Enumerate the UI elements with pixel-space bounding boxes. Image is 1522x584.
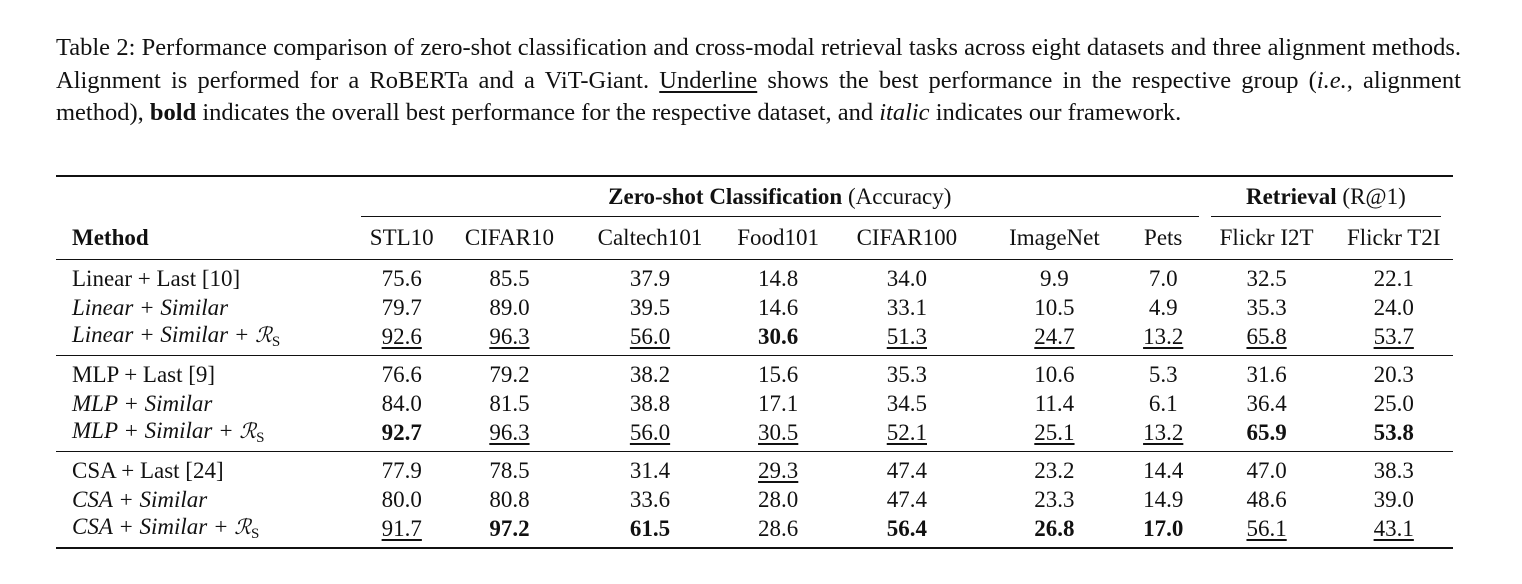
table-body (56, 260, 1453, 549)
value-cell (1199, 485, 1335, 514)
value-text: 38.8 (629, 390, 671, 416)
value-cell (1334, 452, 1453, 486)
method-cell (56, 322, 361, 356)
table-row (56, 322, 1453, 356)
value-text: 7.0 (1148, 265, 1178, 291)
table-row (56, 514, 1453, 548)
regularizer-symbol: ℛ (239, 419, 257, 443)
value-cell (1334, 389, 1453, 418)
value-cell (576, 293, 724, 322)
value-cell (981, 322, 1127, 356)
value-text: 17.1 (758, 390, 799, 416)
value-text: 51.3 (886, 323, 927, 349)
value-cell (833, 485, 982, 514)
value-cell (833, 389, 982, 418)
value-cell (833, 452, 982, 486)
value-text: 30.5 (758, 419, 799, 445)
value-cell (724, 260, 833, 294)
value-text: 92.7 (381, 419, 422, 445)
method-name: Linear + Last [10] (72, 265, 241, 291)
method-cell (56, 356, 361, 390)
value-text: 85.5 (489, 265, 530, 291)
value-text: 56.0 (629, 323, 671, 349)
value-text: 80.8 (489, 486, 530, 512)
value-cell (443, 389, 577, 418)
value-cell (576, 260, 724, 294)
value-cell (1199, 389, 1335, 418)
value-text: 25.1 (1034, 419, 1075, 445)
value-text: 15.6 (758, 361, 799, 387)
column-header-stl10: STL10 (369, 225, 434, 250)
value-cell (833, 260, 982, 294)
value-cell (1199, 514, 1335, 548)
value-cell (833, 322, 982, 356)
value-cell (361, 418, 443, 452)
value-text: 39.5 (629, 294, 671, 320)
value-cell (981, 418, 1127, 452)
value-text: 38.2 (629, 361, 671, 387)
value-cell (1334, 322, 1453, 356)
value-cell (1199, 260, 1335, 294)
value-text: 47.0 (1246, 457, 1287, 483)
value-text: 75.6 (381, 265, 422, 291)
method-cell (56, 389, 361, 418)
value-cell (1128, 260, 1199, 294)
value-text: 38.3 (1373, 457, 1414, 483)
method-cell (56, 452, 361, 486)
value-cell (361, 514, 443, 548)
retrieval-group-title: Retrieval (1245, 184, 1337, 209)
value-text: 31.6 (1246, 361, 1287, 387)
method-cell (56, 260, 361, 294)
method-name: MLP + Last [9] (72, 361, 216, 387)
value-text: 33.1 (886, 294, 927, 320)
value-cell (443, 418, 577, 452)
value-cell (443, 293, 577, 322)
regularizer-subscript: S (256, 430, 265, 446)
value-text: 23.2 (1034, 457, 1075, 483)
retrieval-group-metric: (R@1) (1336, 184, 1406, 209)
value-cell (576, 452, 724, 486)
method-cell (56, 418, 361, 452)
value-text: 80.0 (381, 486, 422, 512)
method-name: Linear + Similar + (72, 322, 256, 347)
column-header-cifar10: CIFAR10 (464, 225, 554, 250)
table-row (56, 389, 1453, 418)
value-cell (361, 260, 443, 294)
value-cell (833, 356, 982, 390)
results-table (56, 175, 1453, 549)
value-cell (833, 514, 982, 548)
value-cell (981, 514, 1127, 548)
value-text: 35.3 (886, 361, 927, 387)
value-text: 48.6 (1246, 486, 1287, 512)
method-cell (56, 293, 361, 322)
value-text: 47.4 (886, 486, 927, 512)
value-text: 65.8 (1246, 323, 1287, 349)
value-text: 33.6 (629, 486, 671, 512)
value-cell (1334, 260, 1453, 294)
value-text: 30.6 (758, 323, 799, 349)
value-text: 32.5 (1246, 265, 1287, 291)
value-cell (724, 452, 833, 486)
value-cell (576, 485, 724, 514)
value-text: 29.3 (758, 457, 799, 483)
value-cell (724, 418, 833, 452)
retrieval-group-header (1199, 176, 1453, 217)
value-cell (1128, 514, 1199, 548)
value-cell (576, 514, 724, 548)
value-cell (361, 356, 443, 390)
value-text: 10.5 (1034, 294, 1075, 320)
value-cell (1199, 293, 1335, 322)
value-text: 84.0 (381, 390, 422, 416)
value-text: 28.6 (758, 515, 799, 541)
value-cell (1334, 514, 1453, 548)
value-text: 28.0 (758, 486, 799, 512)
value-text: 13.2 (1143, 419, 1184, 445)
value-cell (981, 452, 1127, 486)
value-cell (1128, 418, 1199, 452)
value-cell (981, 356, 1127, 390)
method-name: MLP + Similar (72, 390, 213, 416)
value-cell (833, 418, 982, 452)
method-name: Linear + Similar (72, 294, 229, 320)
value-text: 81.5 (489, 390, 530, 416)
value-cell (576, 389, 724, 418)
table-row (56, 418, 1453, 452)
caption-part-3: , alignment method), (56, 66, 1461, 126)
value-text: 47.4 (886, 457, 927, 483)
caption-part-5: indicates our framework. (929, 99, 1182, 126)
value-cell (724, 322, 833, 356)
table-caption (56, 32, 1461, 130)
value-cell (1199, 418, 1335, 452)
value-text: 14.6 (758, 294, 799, 320)
value-cell (1128, 485, 1199, 514)
value-cell (1199, 356, 1335, 390)
zero-shot-group-header (361, 176, 1199, 217)
value-cell (1334, 418, 1453, 452)
value-text: 96.3 (489, 323, 530, 349)
table-row (56, 452, 1453, 486)
value-text: 96.3 (489, 419, 530, 445)
value-text: 5.3 (1148, 361, 1178, 387)
value-text: 22.1 (1373, 265, 1414, 291)
column-header-cifar100: CIFAR100 (856, 225, 958, 250)
value-cell (576, 322, 724, 356)
caption-part-1: Table 2: Performance comparison of zero-shot classification and cross-modal retrieval tasks across eight datasets and three alignment methods. Alignment is performed for a RoBERTa and a ViT-Giant. (56, 34, 1461, 94)
value-text: 13.2 (1143, 323, 1184, 349)
value-cell (1128, 293, 1199, 322)
value-text: 36.4 (1246, 390, 1287, 416)
value-text: 43.1 (1373, 515, 1414, 541)
zero-shot-group-metric: (Accuracy) (842, 184, 952, 209)
value-cell (443, 485, 577, 514)
value-text: 20.3 (1373, 361, 1414, 387)
value-text: 91.7 (381, 515, 422, 541)
value-cell (443, 514, 577, 548)
value-text: 31.4 (629, 457, 671, 483)
value-cell (1199, 322, 1335, 356)
value-cell (1334, 485, 1453, 514)
value-text: 61.5 (629, 515, 671, 541)
value-text: 17.0 (1143, 515, 1184, 541)
value-text: 79.7 (381, 294, 422, 320)
value-cell (1128, 452, 1199, 486)
value-text: 53.8 (1373, 419, 1414, 445)
value-cell (724, 485, 833, 514)
value-cell (361, 322, 443, 356)
value-text: 24.0 (1373, 294, 1414, 320)
value-text: 52.1 (886, 419, 927, 445)
value-cell (1128, 356, 1199, 390)
value-cell (981, 389, 1127, 418)
value-text: 78.5 (489, 457, 530, 483)
column-header-pets: Pets (1144, 225, 1183, 250)
regularizer-subscript: S (251, 526, 260, 542)
value-cell (724, 356, 833, 390)
value-cell (724, 389, 833, 418)
caption-ie: i.e. (1316, 66, 1347, 94)
method-name: MLP + Similar + (72, 418, 240, 443)
caption-underline-word: Underline (659, 66, 758, 94)
value-cell (981, 293, 1127, 322)
value-cell (1199, 452, 1335, 486)
value-text: 89.0 (489, 294, 530, 320)
value-cell (443, 260, 577, 294)
caption-bold-word: bold (149, 99, 197, 126)
method-cell (56, 485, 361, 514)
value-text: 11.4 (1034, 390, 1075, 416)
column-header-flickr-t2i: Flickr T2I (1346, 225, 1441, 250)
value-cell (1128, 389, 1199, 418)
value-text: 39.0 (1373, 486, 1414, 512)
value-cell (576, 356, 724, 390)
value-text: 34.0 (886, 265, 927, 291)
table-row (56, 356, 1453, 390)
regularizer-symbol: ℛ (255, 323, 272, 347)
value-cell (361, 389, 443, 418)
value-text: 56.1 (1246, 515, 1287, 541)
value-cell (361, 485, 443, 514)
method-name: CSA + Similar + (72, 514, 235, 539)
table-row (56, 293, 1453, 322)
column-header-caltech101: Caltech101 (597, 225, 703, 250)
value-text: 79.2 (489, 361, 530, 387)
value-text: 25.0 (1373, 390, 1414, 416)
table-row (56, 485, 1453, 514)
value-cell (981, 485, 1127, 514)
caption-italic-word: italic (879, 99, 930, 126)
value-text: 92.6 (381, 323, 422, 349)
regularizer-subscript: S (271, 334, 281, 350)
value-text: 26.8 (1034, 515, 1075, 541)
value-text: 56.0 (629, 419, 671, 445)
value-cell (576, 418, 724, 452)
method-name: CSA + Similar (72, 486, 208, 512)
value-cell (361, 293, 443, 322)
caption-part-4: indicates the overall best performance for the respective dataset, and (196, 99, 880, 126)
value-text: 24.7 (1034, 323, 1075, 349)
group-header-row (56, 176, 1453, 217)
value-text: 65.9 (1246, 419, 1287, 445)
value-text: 9.9 (1040, 265, 1069, 291)
value-cell (981, 260, 1127, 294)
value-text: 14.9 (1143, 486, 1184, 512)
value-text: 14.8 (758, 265, 799, 291)
value-text: 34.5 (886, 390, 927, 416)
value-text: 6.1 (1148, 390, 1178, 416)
value-text: 14.4 (1143, 457, 1184, 483)
caption-part-2: shows the best performance in the respective group ( (757, 66, 1317, 94)
value-cell (1334, 293, 1453, 322)
value-text: 97.2 (489, 515, 530, 541)
regularizer-symbol: ℛ (234, 515, 252, 539)
column-header-food101: Food101 (737, 225, 820, 250)
value-text: 10.6 (1034, 361, 1075, 387)
value-cell (724, 293, 833, 322)
column-header-row (56, 217, 1453, 260)
method-column-header: Method (72, 225, 149, 250)
value-cell (443, 356, 577, 390)
value-text: 53.7 (1373, 323, 1414, 349)
value-cell (443, 322, 577, 356)
value-text: 56.4 (886, 515, 927, 541)
value-text: 23.3 (1034, 486, 1075, 512)
table-row (56, 260, 1453, 294)
method-cell (56, 514, 361, 548)
value-cell (833, 293, 982, 322)
value-text: 76.6 (381, 361, 422, 387)
value-cell (1334, 356, 1453, 390)
value-text: 35.3 (1246, 294, 1287, 320)
value-cell (443, 452, 577, 486)
value-text: 77.9 (381, 457, 422, 483)
value-cell (724, 514, 833, 548)
column-header-imagenet: ImageNet (1009, 225, 1100, 250)
value-text: 37.9 (629, 265, 671, 291)
value-text: 4.9 (1148, 294, 1178, 320)
column-header-flickr-i2t: Flickr I2T (1219, 225, 1314, 250)
value-cell (361, 452, 443, 486)
value-cell (1128, 322, 1199, 356)
method-name: CSA + Last [24] (72, 457, 224, 483)
zero-shot-group-title: Zero-shot Classification (608, 184, 843, 209)
